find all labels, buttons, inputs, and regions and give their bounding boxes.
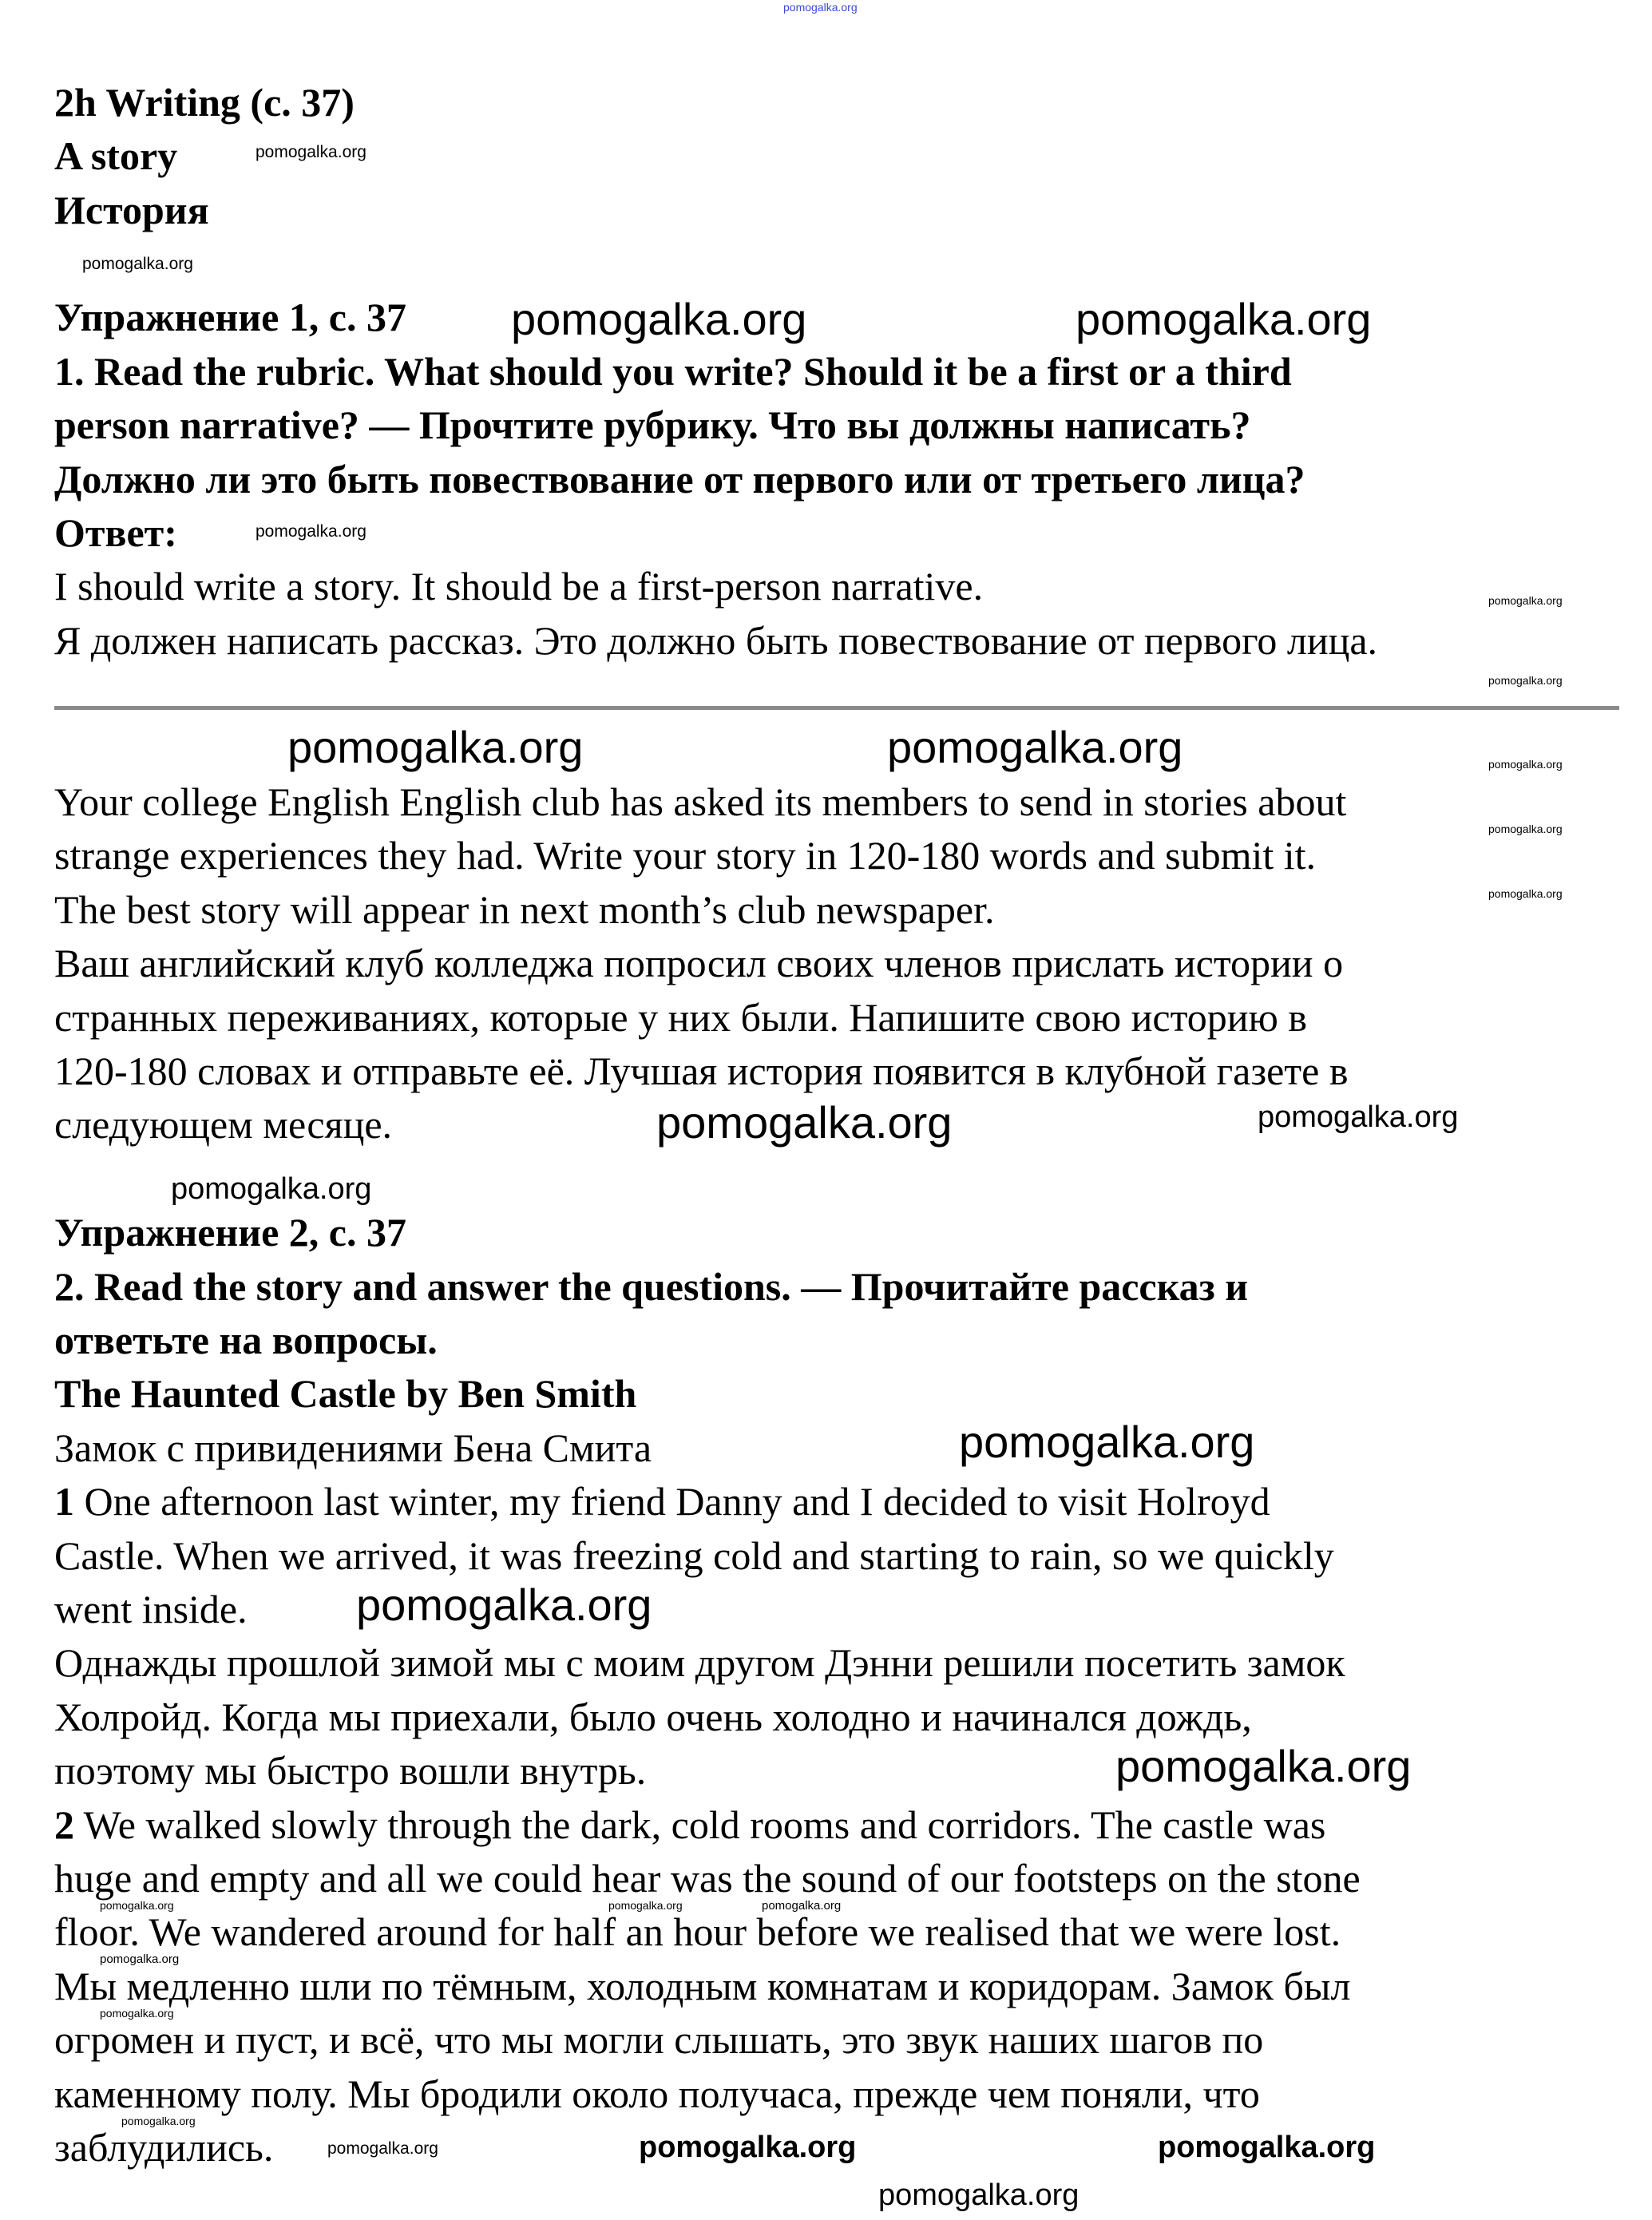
watermark: pomogalka.org [327, 2139, 438, 2158]
watermark: pomogalka.org [1158, 2131, 1376, 2164]
answer-label: Ответ: [54, 509, 177, 555]
watermark: pomogalka.org [959, 1417, 1255, 1467]
story-paragraph-1-en: went inside. [54, 1586, 248, 1631]
watermark: pomogalka.org [1488, 758, 1563, 771]
watermark: pomogalka.org [100, 1899, 174, 1912]
story-title-en: The Haunted Castle by Ben Smith [54, 1371, 637, 1417]
story-text: One afternoon last winter, my friend Danny and I decided to visit Holroyd [74, 1479, 1270, 1524]
watermark: pomogalka.org [1076, 294, 1372, 344]
exercise-2-question: 2. Read the story and answer the questions. — Прочитайте рассказ и [54, 1263, 1249, 1309]
watermark: pomogalka.org [100, 1952, 180, 1966]
answer-text-ru: Я должен написать рассказ. Это должно быть повествование от первого лица. [54, 617, 1378, 663]
watermark: pomogalka.org [171, 1172, 372, 1206]
watermark: pomogalka.org [356, 1580, 652, 1630]
rubric-en: strange experiences they had. Write your story in 120-180 words and submit it. [54, 833, 1317, 878]
rubric-en: Your college English English club has asked its members to send in stories about [54, 779, 1347, 824]
watermark: pomogalka.org [1258, 1100, 1459, 1134]
watermark: pomogalka.org [608, 1899, 683, 1912]
section-title-ru: История [54, 187, 209, 232]
watermark: pomogalka.org [1488, 887, 1563, 900]
divider [54, 706, 1619, 710]
rubric-en: The best story will appear in next month’s club newspaper. [54, 886, 995, 932]
story-paragraph-2-ru: каменному полу. Мы бродили около получаса, прежде чем поняли, что [54, 2071, 1260, 2116]
exercise-1-heading: Упражнение 1, с. 37 [54, 295, 406, 340]
paragraph-number: 2 [54, 1802, 74, 1847]
story-title-ru: Замок с привидениями Бена Смита [54, 1425, 652, 1470]
story-paragraph-1-ru: Холройд. Когда мы приехали, было очень холодно и начинался дождь, [54, 1694, 1252, 1739]
story-paragraph-2-ru: заблудились. [54, 2124, 274, 2170]
watermark: pomogalka.org [1488, 594, 1563, 607]
watermark: pomogalka.org [82, 255, 193, 273]
watermark: pomogalka.org [1115, 1741, 1412, 1791]
paragraph-number: 1 [54, 1479, 74, 1524]
watermark: pomogalka.org [1488, 674, 1563, 687]
watermark: pomogalka.org [287, 722, 584, 772]
exercise-2-question: ответьте на вопросы. [54, 1317, 438, 1362]
exercise-1-question: person narrative? — Прочтите рубрику. Что вы должны написать? [54, 402, 1251, 448]
exercise-1-question: 1. Read the rubric. What should you write? Should it be a first or a third [54, 348, 1292, 394]
story-paragraph-2-ru: огромен и пуст, и всё, что мы могли слышать, это звук наших шагов по [54, 2017, 1264, 2063]
watermark: pomogalka.org [100, 2007, 174, 2020]
watermark: pomogalka.org [121, 2115, 196, 2127]
answer-text-en: I should write a story. It should be a first-person narrative. [54, 564, 984, 609]
watermark: pomogalka.org [256, 143, 366, 161]
story-paragraph-1-en: Castle. When we arrived, it was freezing cold and starting to rain, so we quickly [54, 1532, 1334, 1578]
exercise-1-question: Должно ли это быть повествование от первого или от третьего лица? [54, 456, 1305, 501]
rubric-ru: следующем месяце. [54, 1102, 393, 1148]
story-paragraph-2-en [54, 1802, 1326, 1847]
watermark: pomogalka.org [762, 1899, 842, 1913]
story-paragraph-2-en: floor. We wandered around for half an hour before we realised that we were lost. [54, 1909, 1341, 1955]
story-paragraph-1-ru: поэтому мы быстро вошли внутрь. [54, 1748, 647, 1794]
story-text: We walked slowly through the dark, cold rooms and corridors. The castle was [74, 1802, 1326, 1847]
rubric-ru: странных переживаниях, которые у них были. Напишите свою историю в [54, 994, 1308, 1040]
watermark: pomogalka.org [878, 2178, 1080, 2212]
watermark: pomogalka.org [887, 722, 1183, 772]
story-paragraph-2-en: huge and empty and all we could hear was the sound of our footsteps on the stone [54, 1855, 1361, 1901]
watermark: pomogalka.org [511, 294, 807, 344]
rubric-ru: 120-180 словах и отправьте её. Лучшая история появится в клубной газете в [54, 1048, 1349, 1093]
exercise-2-heading: Упражнение 2, с. 37 [54, 1210, 406, 1255]
section-title-en: A story [54, 133, 178, 179]
rubric-ru: Ваш английский клуб колледжа попросил своих членов прислать истории о [54, 941, 1344, 986]
story-paragraph-1-ru: Однажды прошлой зимой мы с моим другом Дэнни решили посетить замок [54, 1640, 1345, 1686]
watermark: pomogalka.org [656, 1097, 953, 1148]
story-paragraph-1-en [54, 1479, 1270, 1524]
watermark: pomogalka.org [639, 2131, 857, 2164]
watermark: pomogalka.org [1488, 823, 1563, 835]
story-paragraph-2-ru: Мы медленно шли по тёмным, холодным комнатам и коридорам. Замок был [54, 1963, 1351, 2008]
watermark: pomogalka.org [256, 522, 366, 541]
watermark: pomogalka.org [783, 1, 858, 14]
page-title: 2h Writing (c. 37) [54, 79, 355, 125]
